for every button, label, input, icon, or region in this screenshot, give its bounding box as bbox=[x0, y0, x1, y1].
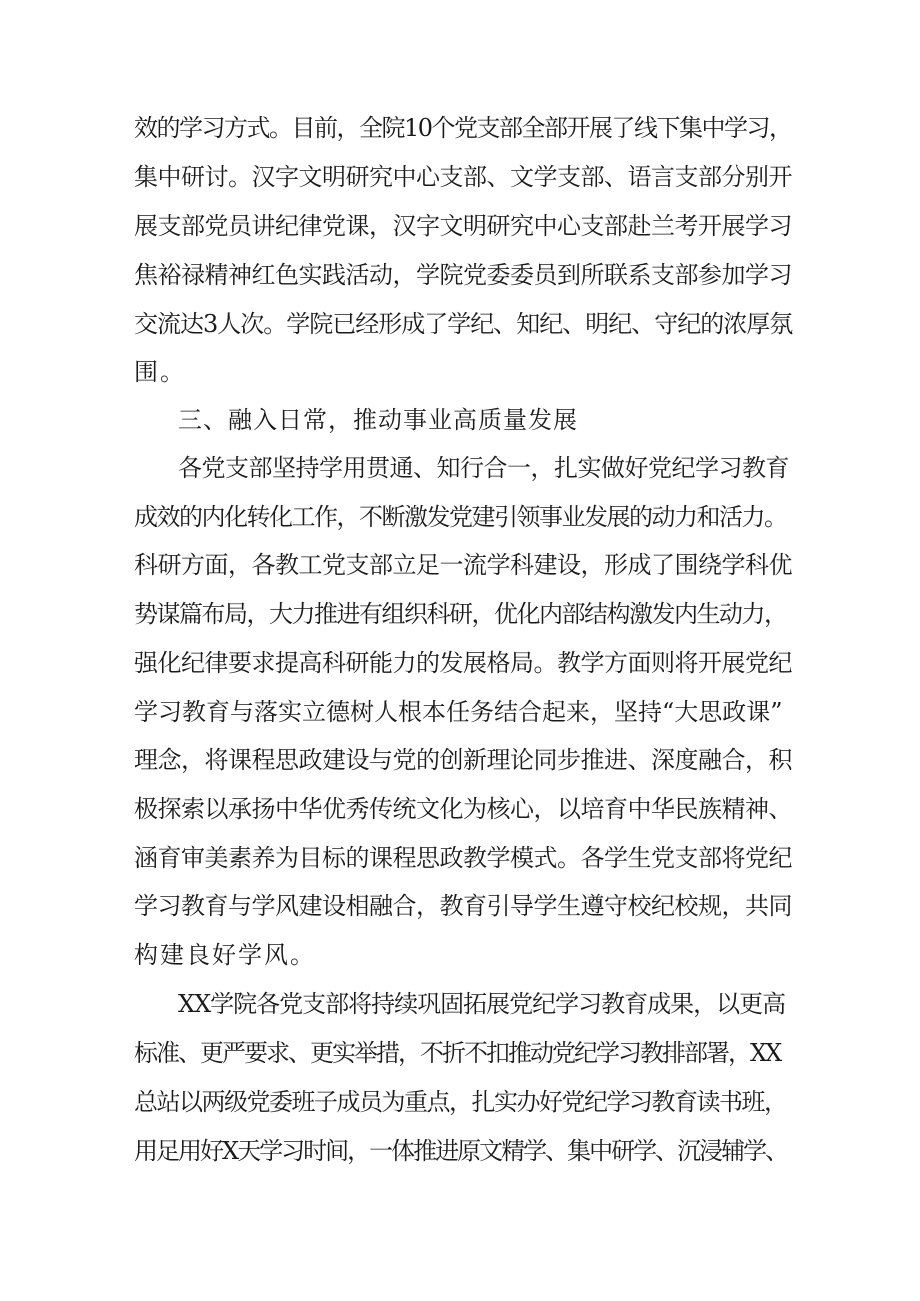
section-heading: 三、融入日常，推动事业高质量发展 bbox=[178, 406, 578, 434]
paragraph-line: 学习教育与学风建设相融合，教育引导学生遵守校纪校规，共同 bbox=[134, 892, 792, 920]
paragraph-line: 焦裕禄精神红色实践活动，学院党委委员到所联系支部参加学习 bbox=[134, 261, 792, 289]
paragraph-line: 学习教育与落实立德树人根本任务结合起来，坚持“大思政课” bbox=[134, 698, 783, 726]
paragraph-line: 构建良好学风。 bbox=[134, 941, 316, 969]
paragraph-line: 理念，将课程思政建设与党的创新理论同步推进、深度融合，积 bbox=[134, 746, 792, 774]
paragraph-line: 交流达3人次。学院已经形成了学纪、知纪、明纪、守纪的浓厚氛 bbox=[134, 310, 793, 338]
paragraph-line: 科研方面，各教工党支部立足一流学科建设，形成了围绕学科优 bbox=[134, 551, 792, 579]
paragraph-line: 用足用好X天学习时间，一体推进原文精学、集中研学、沉浸辅学、 bbox=[134, 1137, 788, 1165]
paragraph-line: 集中研讨。汉字文明研究中心支部、文学支部、语言支部分别开 bbox=[134, 163, 792, 191]
paragraph-line: 各党支部坚持学用贯通、知行合一，扎实做好党纪学习教育 bbox=[178, 454, 789, 482]
paragraph-line: 展支部党员讲纪律党课，汉字文明研究中心支部赴兰考开展学习 bbox=[134, 212, 792, 240]
paragraph-line: 效的学习方式。目前，全院10个党支部全部开展了线下集中学习， bbox=[134, 114, 792, 142]
paragraph-line: 势谋篇布局，大力推进有组织科研，优化内部结构激发内生动力， bbox=[134, 600, 787, 628]
paragraph-line: 强化纪律要求提高科研能力的发展格局。教学方面则将开展党纪 bbox=[134, 649, 792, 677]
paragraph-line: 标准、更严要求、更实举措，不折不扣推动党纪学习教排部署，XX bbox=[134, 1039, 781, 1067]
paragraph-line: 成效的内化转化工作，不断激发党建引领事业发展的动力和活力。 bbox=[134, 503, 787, 531]
paragraph-line: 极探索以承扬中华优秀传统文化为核心，以培育中华民族精神、 bbox=[134, 795, 792, 823]
paragraph-line: 总站以两级党委班子成员为重点，扎实办好党纪学习教育读书班， bbox=[134, 1088, 787, 1116]
paragraph-line: 围。 bbox=[134, 358, 186, 386]
paragraph-line: XX学院各党支部将持续巩固拓展党纪学习教育成果，以更高 bbox=[178, 990, 786, 1018]
paragraph-line: 涵育审美素养为目标的课程思政教学模式。各学生党支部将党纪 bbox=[134, 844, 792, 872]
